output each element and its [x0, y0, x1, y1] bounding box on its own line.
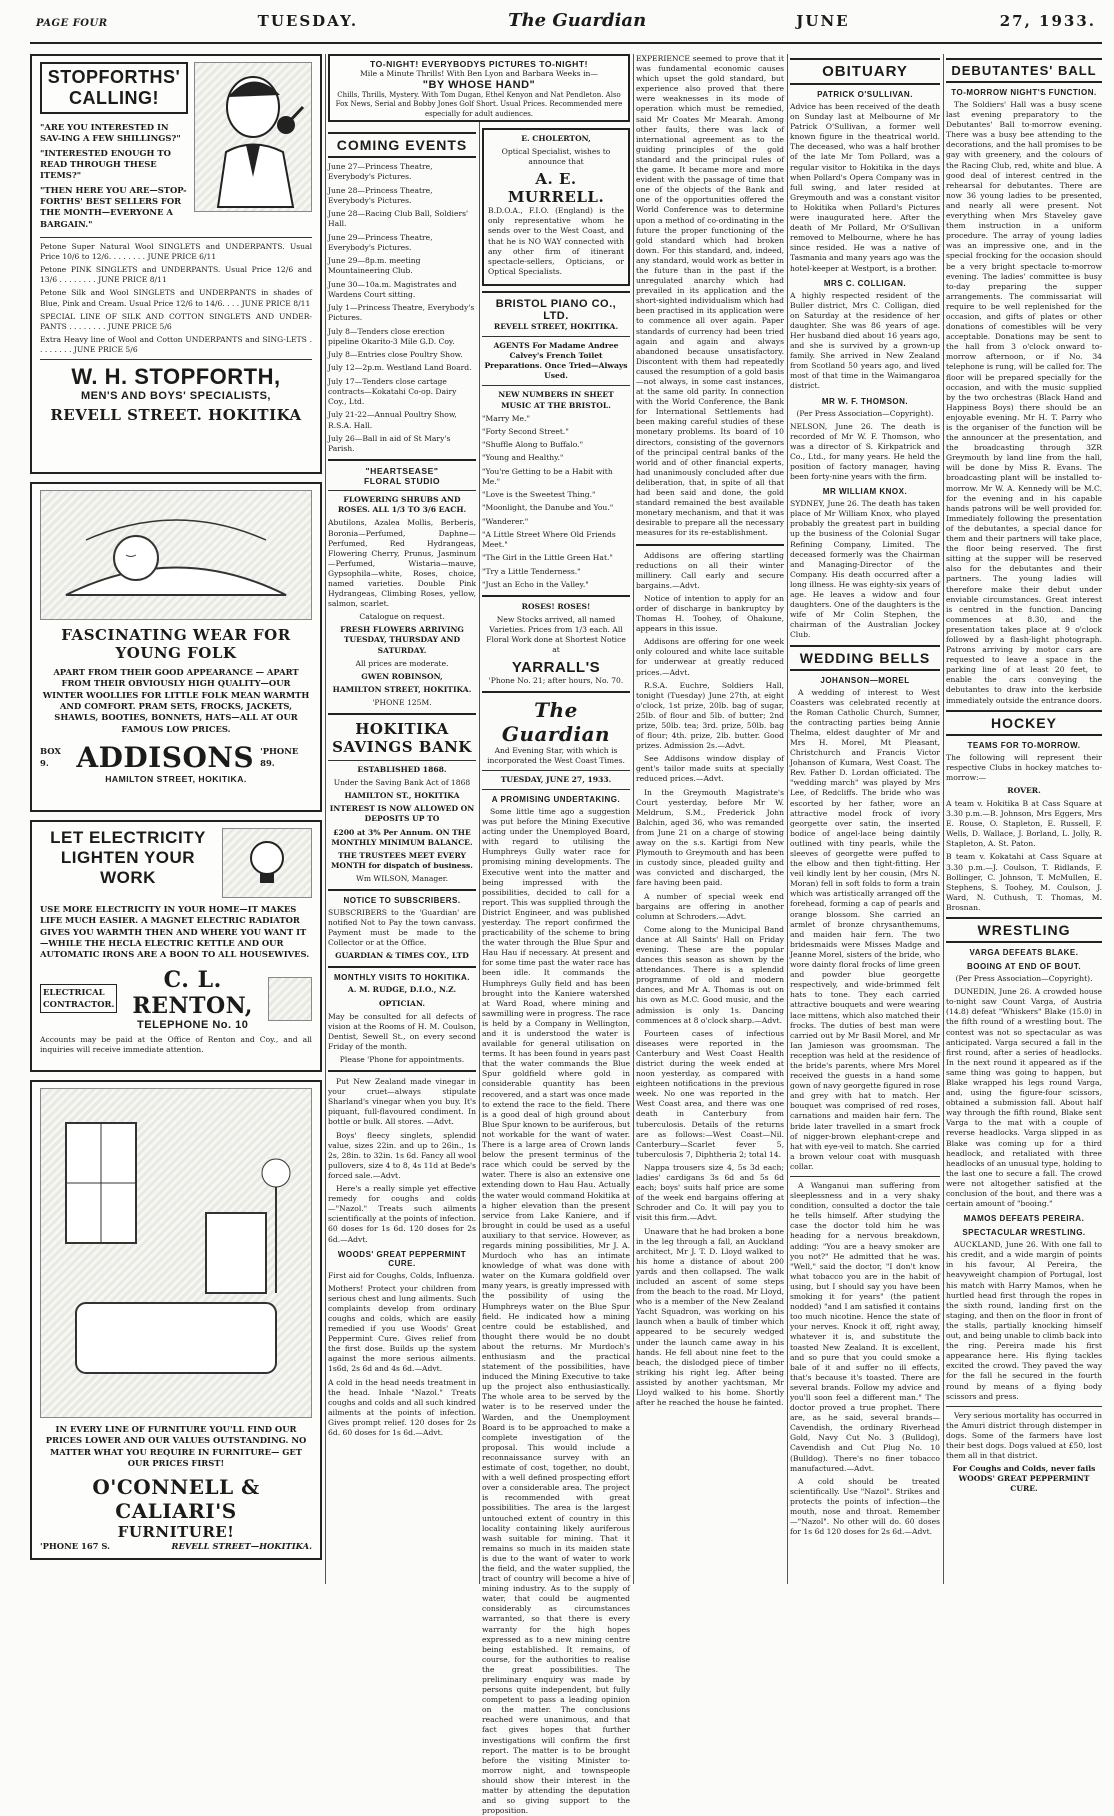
obituary-title: OBITUARY [790, 58, 940, 85]
song-title: "Moonlight, the Danube and You." [482, 503, 614, 513]
heartsease-title: "HEARTSEASE" [365, 466, 439, 477]
song-title: "The Girl in the Little Green Hat." [482, 553, 613, 563]
column-three [482, 128, 630, 1816]
savings-act: Under the Saving Bank Act of 1868 [333, 778, 471, 788]
heartsease-phone: 'PHONE 125M. [372, 697, 432, 707]
addisons-name: ADDISONS [76, 741, 255, 775]
yarrall-roses: ROSES! ROSES! [521, 602, 591, 612]
news-item: A number of special week end bargains are offering in another column at Schroders.—Advt. [636, 891, 784, 921]
cholerton-name: E. CHOLERTON, [521, 134, 591, 143]
hockey-team: B team v. Kokatahi at Cass Square at 3.30 p.m.—J. Coulson, T. Ridlands, F. Bollinger, C. Johnson, T. McMullen, E. Stephens, S. Toohey, M. Coulson, J. Ward, N. Cuthush, T. Thomas, M. Brosnan. [946, 852, 1102, 912]
coming-event-item: July 1—Princess Theatre, Everybody's Pictures. [328, 303, 475, 323]
column-rule [325, 54, 326, 1584]
cholerton-ad [482, 128, 630, 286]
news-item: R.S.A. Euchre, Soldiers Hall, tonight (Tuesday) June 27th, at eight o'clock, 1st prize, 20lb. bag of sugar, 25lb. of flour and 5lb. of butter; 2nd prize, 50lb. tea; 3rd. prize, 50lb. bag of flour; 4th. prize, 2lb. butter. Good prizes. Admission 2s.—Advt. [636, 680, 784, 751]
coming-event-item: June 29—8p.m. meeting Mountaineering Club. [328, 256, 421, 276]
renton-accounts: Accounts may be paid at the Office of Renton and Coy., and all inquiries will receive immediate attention. [40, 1034, 312, 1054]
column-rule [787, 54, 788, 1584]
guardian-sub: And Evening Star, with which is incorporated the West Coast Times. [487, 745, 625, 765]
wrestling-text: AUCKLAND, June 26. With one fall to his credit, and a wide margin of points in his favour, Al Pereira, the heavyweight champion of Portugal, lost his match with Harry Mamos, when he hurtled head first through the ropes in the sixth round, landing first on the staging, and then on the floor in front of the stalls, partially knocking himself out, and being unable to climb back into the ring. Pereira made his first appearance here. His flying tackles excited the crowd. They paved the way for the fall he secured in the fourth round by means of a flying body scissors and press. [946, 1240, 1102, 1401]
song-title: "Wanderer." [482, 516, 529, 526]
debutantes-title: DEBUTANTES' BALL [946, 58, 1102, 83]
oconnell-address: REVELL STREET—HOKITIKA. [171, 1541, 312, 1552]
savings-manager: Wm WILSON, Manager. [356, 873, 448, 883]
hockey-club: ROVER. [1007, 785, 1041, 795]
song-title: "Young and Healthy." [482, 453, 564, 463]
heartsease-prices: All prices are moderate. [355, 658, 449, 668]
coming-event-item: July 8—Tenders close erection pipeline Okarito-3 Mile G.D. Coy. [328, 326, 455, 346]
column-rule [479, 54, 480, 1584]
yarrall-phone: 'Phone No. 21; after hours, No. 70. [488, 675, 624, 685]
stopforth-question: "INTERESTED ENOUGH TO READ THROUGH THESE ITEMS?" [40, 147, 171, 181]
wrestling-text: DUNEDIN, June 26. A crowded house to-night saw Count Varga, of Austria (14.8) defeat "Whiskers" Blake (15.0) in the fifth round of a wrestling bout. The contest was not so spectacular as was anticipated. Varga secured a fall in the first round, after a series of headlocks. In the next round it appeared as if the same thing was going to happen, but Blake wrapped his legs round Varga, and, using the figure-four scissors, obtained a submission fall. About half way through the fifth round, Blake sent Varga to the mat with a couple of reverse headlocks. Varga slipped in as Blake was coming up for a third headlock, and retaliated with three headlocks of an unusual type, holding to the last one to secure a fall. The crowd were not altogether satisfied at the conclusion of the bout, and there was a certain amount of "booing." [946, 987, 1102, 1209]
renton-title: LIGHTEN YOUR [60, 848, 196, 867]
bristol-title: BRISTOL PIANO CO., LTD. [495, 297, 617, 322]
news-items-list [636, 551, 784, 1409]
stopforth-question: "ARE YOU INTERESTED IN SAV-ING A FEW SHILLINGS?" [40, 122, 181, 144]
oconnell-phone: 'PHONE 167 S. [40, 1541, 111, 1552]
stopforth-item: Petone Silk and Wool SINGLETS and UNDERPANTS in shades of Blue, Pink and Cream. Usual Price 12/6 to 14/6. . . . JUNE PRICE 8/11 [40, 288, 312, 308]
masthead [30, 10, 1102, 44]
boys-notice: Boys' fleecy singlets, splendid value, sizes 22in. and up to 26in., 1s 2s, 28in. to 32in. 1s 6d. Fancy all wool pullovers, size 4 to 8, 4s 11d at Bede's forced sale.—Advt. [328, 1130, 476, 1180]
stopforth-address: REVELL STREET. HOKITIKA [50, 406, 302, 425]
obituary-text: A highly respected resident of the Buller district, Mrs C. Colligan, died on Saturday at the residence of her daughter. She was 86 years of age. Her husband died about 16 years ago, and she is survived by a grown-up family. She arrived in New Zealand from Scotland 50 years ago, and lived most of that time in the Waimangaroa district. [790, 290, 940, 391]
song-title: "Try a Little Tenderness." [482, 566, 581, 576]
masthead-day: TUESDAY. [257, 12, 359, 30]
stopforth-tagline: MEN'S AND BOYS' SPECIALISTS, [81, 390, 271, 403]
addisons-title: YOUNG FOLK [115, 644, 237, 662]
column-five [790, 54, 940, 1584]
masthead-paper-name: The Guardian [508, 10, 647, 31]
living-room-illustration [40, 1088, 312, 1418]
stopforth-item: Petone Super Natural Wool SINGLETS and UNDERPANTS. Usual Price 10/6 to 12/6. . . . . . . . JUNE PRICE 6/11 [40, 242, 312, 262]
column-ads [30, 54, 322, 1584]
savings-trustees: THE TRUSTEES MEET EVERY MONTH for dispatch of business. [331, 850, 473, 870]
film-title: "BY WHOSE HAND" [422, 79, 536, 92]
coming-event-item: June 28—Racing Club Ball, Soldiers' Hall. [328, 209, 469, 229]
rudge-title: MONTHLY VISITS TO HOKITIKA. [333, 973, 471, 983]
heartsease-body: Abutilons, Azalea Mollis, Berberis, Boronia—Perfumed, Daphne—Perfumed, Red Hydrangeas, Flowering Cherry, Prunus, Jasminum—Perfumed, Wistaria—mauve, Gypsophila—white, Roses, choice, named varieties. Double Pink Hydrangeas, Climbing Roses, yellow, salmon, scarlet. [328, 518, 476, 609]
renton-body: USE MORE ELECTRICITY IN YOUR HOME—IT MAKES LIFE MUCH EASIER. A MAGNET ELECTRIC RADIATOR GIVES YOU WARMTH THEN AND WHERE YOU WANT IT—WHILE THE HECLA ELECTRIC KETTLE AND OUR AUTOMATIC IRONS ARE A BOON TO ALL HOUSEWIVES. [40, 904, 310, 960]
news-item: Nappa trousers size 4, 5s 3d each; ladies' cardigans 3s 6d and 5s 6d each; boys' suits half price are some of the week end bargains offering at Schroder and Co. It will pay you to visit this firm.—Advt. [636, 1162, 784, 1223]
cold-notice: A cold in the head needs treatment in the head. Inhale "Nazol." Treats coughs and colds and all such kindred ailments at the points of infection. Gives prompt relief. 120 doses for 2s 6d. 60 doses for 1s 6d.—Advt. [328, 1377, 476, 1437]
song-title: "Just an Echo in the Valley." [482, 579, 589, 589]
news-item: Fourteen cases of infectious diseases were reported in the Canterbury and West Coast Health district during the week ended at noon yesterday, as compared with eighteen notifications in the previous week. No one was reported in the West Coast area, and there was one death in Canterbury from tuberculosis. Details of the returns are as follows:—West Coast—Nil. Canterbury—Scarlet fever 5, tuberculosis 7, Diphtheria 2; total 14. [636, 1028, 784, 1159]
news-item: Addisons are offering for one week only coloured and white lace suitable for underwear at greatly reduced prices.—Advt. [636, 637, 784, 677]
column-rule [943, 54, 944, 1584]
addisons-box: BOX 9. [40, 746, 61, 768]
press-credit: (Per Press Association—Copyright). [955, 974, 1093, 984]
stopforth-item: SPECIAL LINE OF SILK AND COTTON SINGLETS AND UNDER-PANTS . . . . . . . . JUNE PRICE 5/6 [40, 311, 312, 331]
stopforth-title-line: STOPFORTHS' [47, 67, 181, 87]
stopforth-ad [30, 54, 322, 474]
heartsease-catalogue: Catalogue on request. [359, 612, 445, 622]
coming-event-item: July 17—Tenders close cartage contracts—Kokatahi Co-op. Dairy Coy., Ltd. [328, 376, 457, 406]
obituary-heading: MRS C. COLLIGAN. [823, 278, 907, 288]
coming-event-item: July 8—Entries close Poultry Show. [328, 350, 463, 359]
coming-event-item: July 12—2p.m. Westland Land Board. [328, 363, 472, 373]
savings-interest: INTEREST IS NOW ALLOWED ON DEPOSITS UP TO [329, 804, 475, 824]
murrell-name: A. E. MURRELL. [507, 170, 605, 207]
coming-event-item: June 30—10a.m. Magistrates and Wardens Court sitting. [328, 279, 457, 299]
column-four [636, 54, 784, 1584]
masthead-date: 27, 1933. [999, 12, 1096, 30]
debutantes-body: The Soldiers' Hall was a busy scene last evening preparatory to the Debutantes' Ball to-morrow evening. There was a busy bee attending to the decorations, and the hall promises to be gay with greenery, and the colours of the Racing Club, red, white and blue. A good deal of interest centred in the rehearsal for debutantes. There are now 36 young ladies to be presented, and nearly all were present. Not everything when Mrs Staveley gave them instruction in a uniform procedure. The array of young ladies was an impressive one, and in the special frocking for the occasion should be a very bright spectacle to-morrow evening. The ladies' committee is busy to-day preparing the supper arrangements. The commissariat will require to be well replenished for the occasion, and gifts of plates or other donations of comestibles will be very acceptable. Donations may be sent to the hall from 3 o'clock onward to-morrow afternoon, or if No. 34 telephone is rung, will be called for. The floor will be prepared specially for the occasion, and with the music supplied by the two orchestras (Black Hand and Happiness Boys) there should be an enjoyable evening. Mr H. T. Parry who is the organiser of the function will be the announcer at the presentation, and the broadcasting through 3ZR Greymouth by land line from the hall, will be done by Miss R. Evans. The broadcasting plant will be installed to-morrow. Mr W. A. Kennedy will be M.C. for the evening and in his capable hands patrons will be well provided for. Immediately following the presentation of the debutantes, a special dance for them and their partners will take place, the floor being reserved. The first sitting at the supper will be reserved also for the debutantes and their partners. The young ladies will therefore make their debut under enviable circumstances. Great interest is centred in the function. Dancing commences at 8.30, and the presentation takes place at 9 o'clock followed by a flash-light photograph. Patrons arriving by motor cars are requested to leave a space in the parking line of at least 20 feet, to enable the cars conveying the debutantes to draw into the kerbside immediately outside the entrance doors. [946, 100, 1102, 705]
song-title: "A Little Street Where Old Friends Meet." [482, 529, 616, 550]
wrestling-heading: SPECTACULAR WRESTLING. [962, 1228, 1086, 1238]
tobacco-article: A Wanganui man suffering from sleeplessness and in a very shaky condition, consulted a doctor the tale he tells himself. After studying the case the doctor told him he was heading for a nervous breakdown, adding: "You are a heavy smoker are you not?" He admitted that he was. "Well," said the doctor, "I don't know what tobacco you are in the habit of using, but I should say you have been smoking it for years" (the patient nodded) "and I am satisfied it contains too much nicotine. Hence the state of your nerves. Knock it off, right away, whatever it is, and substitute the toasted New Zealand. It is excellent, and so pure that you could smoke a bale of it and suffer no ill effects, that's because it's toasted. There are several brands. Follow my advice and you'll soon feel a different man." The doctor proved a true prophet. There are, as he said, several brands—Cavendish, the ordinary Riverhead Gold, Navy Cut No. 3 (Bulldog), Cavendish and Cut Plug No. 10 (Bulldog). There's no finer tobacco manufactured.—Advt. [790, 1181, 940, 1473]
woods-sub: First aid for Coughs, Colds, Influenza. [328, 1270, 475, 1280]
page-number: PAGE FOUR [36, 18, 108, 29]
song-title: "Love is the Sweetest Thing." [482, 490, 596, 500]
vinegar-notice: Put New Zealand made vinegar in your cruet—always stipulate Sharland's vinegar when you buy. It's piquant, full-flavoured condiment. In bottle or bulk. All stores. —Advt. [328, 1077, 476, 1127]
masthead-month: JUNE [796, 12, 850, 30]
news-item: Addisons are offering startling reductions on all their winter millinery. Call early and secure bargains.—Advt. [636, 550, 784, 590]
wrestling-heading: BOOING AT END OF BOUT. [966, 962, 1082, 972]
bristol-agents: AGENTS For Madame Andree Calvey's French Toilet Preparations. Once Tried—Always Used. [484, 341, 628, 381]
wedding-body: A wedding of interest to West Coasters was celebrated recently at the Roman Catholic Church, Sumner, the contracting parties being Annie Thelma, eldest daughter of Mr and Mrs H. Morel, Mt Pleasant, Christchurch and Francis Victor Johanson of Kumara, West Coast. The Rev. Father D. Lordan officiated. The "wedding march" was played by Mrs Lee, of Redcliffs. The bride who was escorted by her father, wore an attractive model frock of ivory georgette over satin, the inserted bodice of angel-lace being daintily outlined with tiny pearls, while the sleeves of georgette were puffed to the elbow and then tight-fitting. Her veil kindly lent by her cousin, (Mrs N. Moran) fell in soft folds to form a train which was artistically arranged off the forehead, forming a cap of pearls and orange blossom. She carried an armlet of bronze chrysanthemums, and maiden hair fern. The two bridesmaids were Misses Madge and Jeanne Morel, sisters of the bride, who wore dainty floral frocks of lime green and powder blue georgette respectively, and wide-brimmed felt hats to tone. They each carried attractive bouquets and were wearing lace mittens, which also matched their frocks. The duties of best man were carried out by Mr Basil Morel, and Mr Ian Jamieson was groomsman. The reception was held at the residence of the bride's parents, where Mrs Morel received the guests in a hand some gown of navy georgette figured in rose and grey with hat to match. Her bouquet was comprised of red roses, carnations and maiden hair fern. The bride later travelled in a smart frock of nigger-brown elephant-crepe and hat with eye-veil to match. She carried a brown velour coat with musquash collar. [790, 687, 940, 1171]
guardian-nameplate: The Guardian [501, 697, 611, 746]
cholerton-role: Optical Specialist, wishes to announce that [501, 147, 611, 167]
renton-title: WORK [100, 868, 156, 887]
cholerton-body: B.D.O.A., F.I.O. (England) is the only representative whom he sends over to the West Coast, and that he is NO WAY connected with any other firm of itinerant spectacle-sellers, Opticians, or Optical Specialists. [488, 206, 624, 276]
stopforth-title-line: CALLING! [69, 88, 159, 108]
renton-title: LET ELECTRICITY [50, 828, 206, 847]
obituary-heading: PATRICK O'SULLIVAN. [817, 90, 913, 99]
obituary-text: Advice has been received of the death on Sunday last at Melbourne of Mr Patrick O'Sullivan, a former well known figure in the theatrical world. The deceased, who was a half brother of the late Mr Tom Pollard, was a regular visitor to Hokitika in the days when Pollard's Opera Company was in full swing, and later resided at Greymouth and was a constant visitor to Hokitika when Pollard's Pictures were inaugurated here. After the death of Mr Pollard, Mr O'Sullivan removed to Melbourne, where he has since resided. He was a native of Tasmania and many years ago was the hotel-keeper at Westport, is a brother. [790, 102, 940, 273]
heartsease-title: FLORAL STUDIO [363, 476, 441, 487]
subscribers-signature: GUARDIAN & TIMES COY., LTD [335, 951, 469, 961]
coming-events-title: COMING EVENTS [328, 132, 476, 158]
addisons-phone: 'PHONE 89. [260, 746, 299, 768]
bristol-street: REVELL STREET, HOKITIKA. [493, 321, 619, 331]
stopforth-title [40, 62, 188, 114]
hockey-title: HOCKEY [946, 710, 1102, 736]
sleeping-child-illustration [40, 490, 312, 620]
coming-events-list [328, 162, 476, 454]
addisons-body: APART FROM THEIR GOOD APPEARANCE — APART FROM THEIR OBVIOUSLY HIGH QUALITY—OUR WINTER WOOLLIES FOR LITTLE FOLK MEAN WARMTH AND COMFORT. PRAM SETS, FROCKS, JACKETS, SHAWLS, BOOTIES, BONNETS, HATS—ALL AT OUR FAMOUS LOW PRICES. [42, 667, 310, 734]
heartsease-fresh: FRESH FLOWERS ARRIVING TUESDAY, THURSDAY AND SATURDAY. [340, 625, 464, 655]
obituary-text: NELSON, June 26. The death is recorded of Mr W. F. Thomson, who was a director of S. Kirkpatrick and Co., Ltd., for many years. He held the position of factory manager, having been forty-nine years with the firm. [790, 421, 940, 482]
stopforth-question: "THEN HERE YOU ARE—STOP-FORTHS' BEST SELLERS FOR THE MONTH—EVERYONE A BARGAIN." [40, 184, 187, 229]
song-title: "Marry Me." [482, 413, 530, 423]
songs-list [482, 414, 630, 591]
pictures-line: Mile a Minute Thrills! With Ben Lyon and Barbara Weeks in— [360, 69, 598, 78]
wrestling-title: WRESTLING [946, 917, 1102, 943]
stopforth-name: W. H. STOPFORTH, [71, 364, 281, 390]
guardian-date: TUESDAY, JUNE 27, 1933. [500, 774, 612, 784]
news-item: Unaware that he had broken a bone in the leg through a fall, an Auckland architect, Mr J. T. D. Lloyd walked to his home a distance of about 200 yards and then collapsed. The walk included an ascent of some steps from the beach to the road. Mr Lloyd, who is a member of the New Zealand Yacht Squadron, was working on his launch when a baulk of timber which appeared to be securely wedged under the launch came away in his hands. He fell about nine feet to the beach, the dislodged piece of timber striking his right leg. After being assisted by another yachtsman, Mr Lloyd walked to his home. Shortly after he reached the house he fainted. [636, 1226, 784, 1408]
rudge-body: May be consulted for all defects of vision at the Rooms of H. M. Coulson, Dentist, Sewell St., on every second Friday of the month. [328, 1011, 476, 1051]
obituary-heading: MR WILLIAM KNOX. [822, 487, 908, 497]
rudge-role: OPTICIAN. [378, 998, 426, 1008]
press-credit: (Per Press Association—Copyright). [796, 408, 934, 418]
news-item: Notice of intention to apply for an order of discharge in bankruptcy by Thomas H. Toohey, of Ohakune, appears in this issue. [636, 593, 784, 634]
column-two [328, 128, 476, 1584]
woods-title: WOODS' GREAT PEPPERMINT CURE. [337, 1249, 467, 1268]
oconnell-body: IN EVERY LINE OF FURNITURE YOU'LL FIND OUR PRICES LOWER AND OUR VALUES OUTSTANDING. NO MATTER WHAT YOU REQUIRE IN FURNITURE— GET OUR PRICES FIRST! [45, 1424, 307, 1469]
stopforth-item: Petone PINK SINGLETS and UNDERPANTS. Usual Price 12/6 and 13/6 . . . . . . . . JUNE PRICE 8/11 [40, 265, 312, 285]
hockey-sub: TEAMS FOR TO-MORROW. [967, 740, 1081, 750]
addisons-ad [30, 482, 322, 812]
song-title: "You're Getting to be a Habit with Me." [482, 466, 613, 486]
savings-bank-title: HOKITIKA [355, 720, 449, 739]
news-item: Come along to the Municipal Band dance at All Saints' Hall on Friday evening. These are the popular dances this season as shown by the attendances. There is a splendid programme of old and modern dances, and Mr A. Thomas is out on his own as M.C. Good music, and the admission is only 1s. Dancing commences at 8 o'clock sharp.—Advt. [636, 924, 784, 1025]
column-rule [633, 54, 634, 1584]
savings-bank-title: SAVINGS BANK [332, 738, 472, 757]
savings-est: ESTABLISHED 1868. [357, 765, 447, 775]
coming-event-item: July 26—Ball in aid of St Mary's Parish. [328, 433, 451, 453]
heartsease-address: HAMILTON STREET, HOKITIKA. [332, 684, 472, 694]
obituary-text: SYDNEY, June 26. The death has taken place of Mr William Knox, who played probably the greatest part in building up the business of the Colonial Sugar Refining Company, Limited. The deceased formerly was the Chairman and Managing-Director of the Company. His death occurred after a long illness. He was eighty-six years of age. He leaves a widow and four daughters. One of the daughters is the wife of Mr Colin Stephen, the chairman of the Australian Jockey Club. [790, 499, 940, 640]
nazol-notice: A cold should be treated scientifically. Use "Nazol". Strikes and protects the points of infection—the mouth, nose and throat. Remember—"Nazol". No other will do. 60 doses for 1s 6d 120 doses for 2s 6d.—Advt. [790, 1476, 940, 1537]
savings-rate: £200 at 3% Per Annum. ON THE MONTHLY MINIMUM BALANCE. [331, 827, 473, 847]
promising-title: A PROMISING UNDERTAKING. [491, 794, 621, 804]
subscribers-body: SUBSCRIBERS to the 'Guardian' are notified Not to Pay the town canvass. Payment must be made to the Collector or at the Office. [328, 907, 476, 948]
renton-name: C. L. RENTON, [132, 966, 253, 1019]
kettle-icon [268, 977, 312, 1021]
rudge-name: A. M. RUDGE, D.I.O., N.Z. [347, 985, 457, 995]
oconnell-name: O'CONNELL & CALIARI'S [92, 1475, 260, 1524]
hockey-intro: The following will represent their respective Clubs in hockey matches to-morrow:— [946, 752, 1102, 782]
amuri-notice: Very serious mortality has occurred in the Amuri district through distemper in dogs. Some of the farmers have lost their best dogs. Dogs valued at £50, lost them all in that district. [946, 1410, 1102, 1461]
coming-event-item: July 21-22—Annual Poultry Show, R.S.A. Hall. [328, 410, 457, 430]
song-title: "Shuffle Along to Buffalo." [482, 440, 584, 450]
pictures-details: Chills, Thrills, Mystery. With Tom Dugan, Ethel Kenyon and Nat Pendleton. Also Fox News, Serial and Bobby Jones Golf Short. Usual Prices. Recommended mere especially for adult audiences. [335, 91, 623, 118]
yarrall-name: YARRALL'S [511, 658, 601, 676]
remedy-notice: Here's a really simple yet effective remedy for coughs and colds—"Nazol." Treats such ailments scientifically at the points of infection. 60 doses for 1s 6d. 120 doses for 2s 6d.—Advt. [328, 1184, 476, 1244]
rudge-phone: Please 'Phone for appointments. [339, 1055, 465, 1064]
news-item: In the Greymouth Magistrate's Court yesterday, before Mr W. Meldrum, S.M., Frederick John Balchin, aged 36, who was remanded from June 21 on a charge of stowing away on the s.s. Kartigi from New Plymouth to Greymouth and has been in custody since, pleaded guilty and was convicted and discharged, the fare having been paid. [636, 787, 784, 888]
oconnell-ad [30, 1080, 322, 1560]
stopforth-item: Extra Heavy line of Wool and Cotton UNDERPANTS and SING-LETS . . . . . . . . JUNE PRICE 5/6 [40, 334, 312, 354]
wedding-title: WEDDING BELLS [790, 645, 940, 671]
renton-ad [30, 820, 322, 1072]
woods-notice: For Coughs and Colds, never fails WOODS' GREAT PEPPERMINT CURE. [952, 1464, 1096, 1494]
promising-body: Some little time ago a suggestion was put before the Mining Executive acting under the Unemployed Board, with regard to utilising the Humphreys Gully water race for promising mining developments. The Executive went into the matter and being impressed with the possibilities, decided to call for a report. This was supplied through the District Engineer, and was published yesterday. The report confirmed the practicability of the scheme to bring the water through the Blue Spur and Hau Hau if necessary. At present and for some time past the water race has been idle. It commands the Humphreys Gully field and has been brought into the Kaniere watershed at Ward Road, where mining and sawmilling were in progress. The race is held by a Company in Wellington, and it is understood the water is available for general utilisation on terms. It has been found in years past that the water commands the Blue Spur goldfield where gold in considerable quantity has been recovered, and a start was once made to extend the race to the field. There is a good deal of high ground about Blue Spur known to be auriferous, but not workable for the want of water. There is a large area of Crown lands below the present terminus of the race which could be served by the water. There is also an extensive one extending down to Hau Hau. Actually the water would command Hokitika at a higher elevation than the present service from Lake Kaniere, and if brought in could be used as a useful auxiliary to that service. However, as regards mining possibilities, Mr J. A. Murdoch who has an intimate knowledge of what was done with water on the Kumara goldfield over many years, is greatly impressed with the possibility of using the Humphreys water on the Blue Spur field. He indicated how a mining centre could be established, and thought there would be no doubt about the returns. Mr Murdoch's enthusiasm and the practical statement of the possibilities, have induced the Mining Executive to take up the project also enthusiastically. The whole area to be served by the water is to be reserved under the Warden, and the Unemployment Board is to be approached to make a complete investigation of the proposal. This would include a reconnaissance survey with an estimate of cost, together, no doubt, with a well defined prospecting effort over a considerable area. The project is recommended with great possibilities. The area is the largest untouched extent of country in this locality containing likely auriferous wash suitable for mining. That it remains so much in its maiden state is due to the want of water to work the field, and the water supplied, the tract of country will become a hive of mining industry. As to the supply of water, that could be augmented considerably as circumstances warranted, so that there is every warranty for the high hopes expressed as to a new mining centre being established. It remains, of course, for the authorities to realise the great possibilities. The preliminary enquiry was made by persons quite independent, but fully competent to pass a leading opinion on the matter. The conclusions reached were unanimous, and that fact gives hopes that further investigations will confirm the first report. The matter is to be brought before the visiting Minister to-morrow night, and townspeople should show their interest in the matter by attending the deputation and so giving support to the proposition. [482, 806, 630, 1816]
renton-tag: ELECTRICAL [43, 987, 105, 998]
obituary-heading: MR W. F. THOMSON. [821, 396, 909, 406]
man-on-phone-illustration [194, 62, 312, 212]
renton-phone: TELEPHONE No. 10 [137, 1018, 249, 1031]
column-six [946, 54, 1102, 1584]
bristol-music: NEW NUMBERS IN SHEET MUSIC AT THE BRISTOL. [498, 390, 614, 410]
news-item: See Addisons window display of gent's tailor made suits at specially reduced prices.—Advt. [636, 754, 784, 784]
yarrall-body: New Stocks arrived, all named Varieties. Prices from 1/3 each. All Floral Work done at Shortest Notice at [486, 615, 626, 655]
coming-event-item: June 29—Princess Theatre, Everybody's Pictures. [328, 232, 433, 252]
lightbulb-icon [222, 828, 312, 898]
subscribers-title: NOTICE TO SUBSCRIBERS. [343, 895, 461, 905]
song-title: "Forty Second Street." [482, 426, 569, 436]
pictures-ad [328, 54, 630, 122]
woods-body: Mothers! Protect your children from serious chest and lung ailments. Such complaints develop from ordinary coughs and colds, which are easily remedied if you use Woods' Great Peppermint Cure. Gives relief from the first dose. Builds up the system against the more serious ailments. 1s6d, 2s 6d and 4s 6d.—Advt. [328, 1283, 476, 1374]
addisons-title: FASCINATING WEAR FOR [61, 626, 291, 644]
heartsease-name: GWEN ROBINSON, [361, 671, 443, 681]
oconnell-furniture: FURNITURE! [117, 1523, 235, 1542]
savings-street: HAMILTON ST., HOKITIKA [344, 791, 460, 801]
coming-event-item: June 27—Princess Theatre, Everybody's Pictures. [328, 162, 433, 182]
coming-event-item: June 28—Princess Theatre, Everybody's Pictures. [328, 185, 433, 205]
debutantes-sub: TO-MORROW NIGHT'S FUNCTION. [951, 88, 1097, 97]
wrestling-heading: MAMOS DEFEATS PEREIRA. [963, 1214, 1085, 1224]
addisons-address: HAMILTON STREET, HOKITIKA. [105, 774, 247, 785]
heartsease-sub: FLOWERING SHRUBS AND ROSES. ALL 1/3 TO 3/6 EACH. [337, 495, 467, 515]
wedding-sub: JOHANSON—MOREL [820, 675, 910, 685]
wrestling-heading: VARGA DEFEATS BLAKE. [969, 948, 1079, 958]
renton-tag: CONTRACTOR. [43, 998, 115, 1009]
hockey-team: A team v. Hokitika B at Cass Square at 3.30 p.m.—B. Johnson, Mrs Eggers, Mrs E. Rouse, O. Stapleton, E. Russell, F. Wells, D. Wallace, J. Borland, L. Jolly, R. Stapleton, A. St. Paton. [946, 799, 1102, 849]
pictures-headline: TO-NIGHT! EVERYBODYS PICTURES TO-NIGHT! [370, 59, 588, 69]
experience-article: EXPERIENCE seemed to prove that it was fundamental economic causes which upset the gold standard, but experience also proved that there were weaknesses in its mode of operation which must be remedied, said Mr Coates Mr Mearah. Among other faults, there was lack of international agreement as to the guiding principles of the gold standard and the principal rules of the game. It became more and more evident with the passage of time that one of the objects of the Bank and one of the opportunities offered the World Conference was to determine upon a method of co-ordinating in the future the proper functioning of the gold standard which had broken down. For this standard, and, indeed, any standard, would work as better in the future than in the past if the unregulated anarchy which had prevailed in its application and the short-sighted individualism which had been practised in its application were to commence all over again. Paper standards of currency had been tried again and again and always abandoned because unsatisfactory. Discontent with them had repeatedly caused the resumption of a gold basis—not always, in some cast instances, at the same old parity. In connection with the World Conference, the Bank for International Settlements had been making careful studies of these monetary problems. Its board of 10 directors, consisting of the governors of the principal central banks of the world and of other financial experts, had unanimously concluded after due deliberation, that, in spite of all that had been said and done, the gold standard remained the best available monetary mechanism, and that it was desirable to prepare all the necessary measures for its re-establishment. [636, 54, 784, 538]
